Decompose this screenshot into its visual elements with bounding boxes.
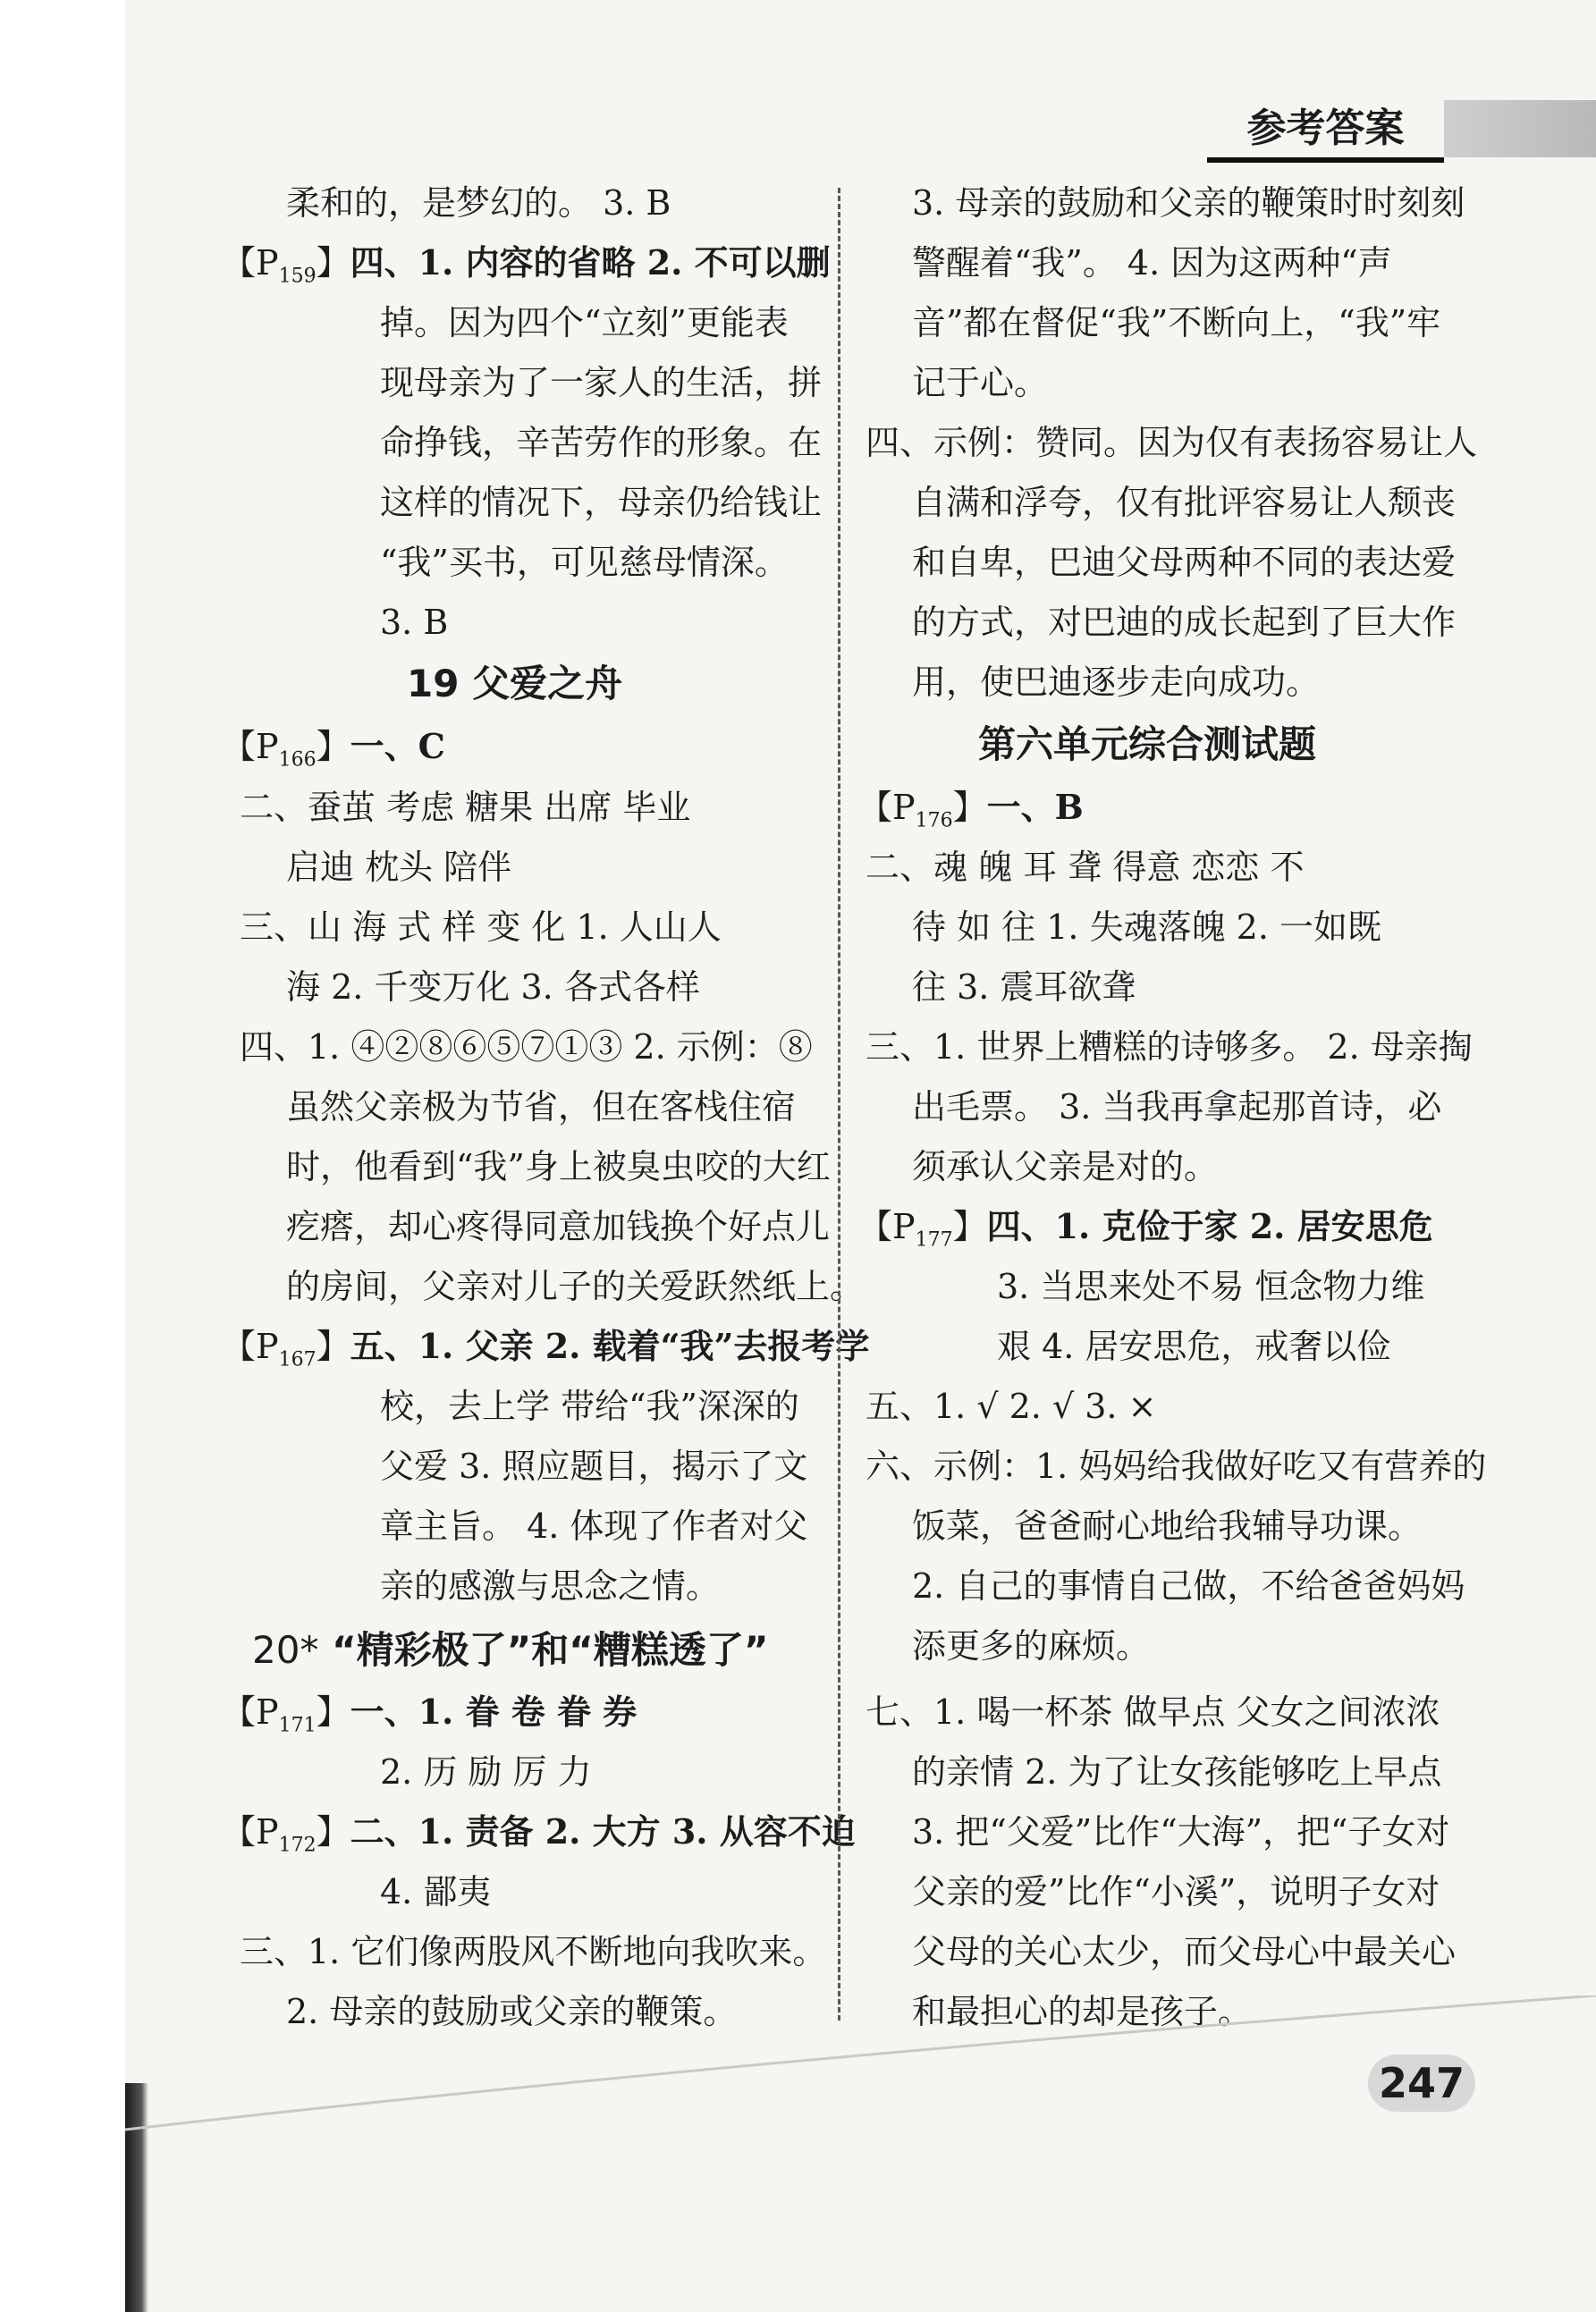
answer-line: 添更多的麻烦。 xyxy=(912,1626,1151,1666)
page-ref: 【$P_{171}$】 xyxy=(222,1692,350,1737)
answer-line: 【$P_{171}$】一、1. 眷 卷 眷 券 xyxy=(222,1692,638,1737)
header-band xyxy=(1444,100,1596,157)
answer-line: 海 2. 千变万化 3. 各式各样 xyxy=(286,967,700,1007)
answer-line: 3. 当思来处不易 恒念物力维 xyxy=(997,1267,1425,1306)
answer-line: 五、1. √ 2. √ 3. × xyxy=(866,1387,1157,1426)
answer-line: 饭菜，爸爸耐心地给我辅导功课。 xyxy=(912,1506,1423,1546)
column-divider xyxy=(838,188,840,2021)
answer-line: 四、示例：赞同。因为仅有表扬容易让人 xyxy=(866,423,1478,462)
answer-line: 【$P_{172}$】二、1. 责备 2. 大方 3. 从容不迫 xyxy=(222,1811,856,1857)
answer-line: 须承认父亲是对的。 xyxy=(912,1147,1219,1186)
lesson-heading: 19 父爱之舟 xyxy=(407,662,623,705)
page-ref: 【$P_{176}$】 xyxy=(858,788,987,832)
lesson-number: 20* xyxy=(252,1628,319,1672)
page-header-title: 参考答案 xyxy=(1207,100,1444,163)
answer-line: 父母的关心太少，而父母心中最关心 xyxy=(912,1932,1457,1971)
lesson-title: “精彩极了”和“糟糕透了” xyxy=(332,1628,769,1672)
answer-line: 警醒着“我”。 4. 因为这两种“声 xyxy=(912,243,1392,283)
answer-line: 音”都在督促“我”不断向上，“我”牢 xyxy=(912,303,1441,342)
answer-line: 现母亲为了一家人的生活，拼 xyxy=(380,363,823,402)
answer-line: 4. 鄙夷 xyxy=(380,1872,492,1911)
answer-line: 记于心。 xyxy=(912,363,1049,402)
answer-line: 启迪 枕头 陪伴 xyxy=(286,848,512,887)
answer-line: 待 如 往 1. 失魂落魄 2. 一如既 xyxy=(912,907,1381,947)
answer-line: 时，他看到“我”身上被臭虫咬的大红 xyxy=(286,1147,831,1186)
answer-line: 自满和浮夸，仅有批评容易让人颓丧 xyxy=(912,483,1457,522)
answer-line: 3. B xyxy=(380,603,449,642)
answer-line: 的亲情 2. 为了让女孩能够吃上早点 xyxy=(912,1752,1442,1792)
answer-line: 2. 自己的事情自己做，不给爸爸妈妈 xyxy=(912,1566,1465,1606)
answer-line: 校，去上学 带给“我”深深的 xyxy=(380,1387,799,1426)
answer-line: 【$P_{159}$】四、1. 内容的省略 2. 不可以删 xyxy=(222,242,831,288)
answer-line: 六、示例：1. 妈妈给我做好吃又有营养的 xyxy=(866,1447,1487,1486)
answer-line: 柔和的，是梦幻的。 3. B xyxy=(286,183,671,223)
answer-line: 父亲的爱”比作“小溪”，说明子女对 xyxy=(912,1872,1440,1911)
unit-test-heading: 第六单元综合测试题 xyxy=(978,722,1317,766)
page-ref: 【$P_{172}$】 xyxy=(222,1812,350,1857)
answer-line: 三、1. 世界上糟糕的诗够多。 2. 母亲掏 xyxy=(866,1027,1473,1067)
page-ref: 【$P_{177}$】 xyxy=(858,1207,987,1252)
answer-line: 亲的感激与思念之情。 xyxy=(380,1566,721,1606)
answer-line: 和最担心的却是孩子。 xyxy=(912,1992,1253,2031)
answer-line: 这样的情况下，母亲仍给钱让 xyxy=(380,483,823,522)
answer-line: 的方式，对巴迪的成长起到了巨大作 xyxy=(912,603,1457,642)
answer-line: 的房间，父亲对儿子的关爱跃然纸上。 xyxy=(286,1267,865,1306)
answer-line: 【$P_{166}$】一、C xyxy=(222,726,445,772)
answer-line: “我”买书，可见慈母情深。 xyxy=(380,543,789,582)
answer-line: 章主旨。 4. 体现了作者对父 xyxy=(380,1506,808,1546)
answer-line: 往 3. 震耳欲聋 xyxy=(912,967,1136,1007)
answer-line: 用，使巴迪逐步走向成功。 xyxy=(912,662,1321,702)
answer-line: 虽然父亲极为节省，但在客栈住宿 xyxy=(286,1087,797,1126)
answer-line: 七、1. 喝一杯茶 做早点 父女之间浓浓 xyxy=(866,1692,1440,1732)
answer-line: 疙瘩，却心疼得同意加钱换个好点儿 xyxy=(286,1207,831,1246)
answer-line: 二、魂 魄 耳 聋 得意 恋恋 不 xyxy=(866,848,1305,887)
page-ref: 【$P_{167}$】 xyxy=(222,1327,350,1371)
answer-line: 【$P_{176}$】一、B xyxy=(858,787,1084,832)
answer-line: 艰 4. 居安思危，戒奢以俭 xyxy=(997,1327,1391,1366)
answer-line: 三、1. 它们像两股风不断地向我吹来。 xyxy=(240,1932,827,1971)
answer-line: 出毛票。 3. 当我再拿起那首诗，必 xyxy=(912,1087,1442,1126)
answer-line: 四、1. ④②⑧⑥⑤⑦①③ 2. 示例：⑧ xyxy=(240,1027,813,1067)
answer-line: 父爱 3. 照应题目，揭示了文 xyxy=(380,1447,808,1486)
answer-line: 3. 母亲的鼓励和父亲的鞭策时时刻刻 xyxy=(912,183,1465,223)
answer-line: 【$P_{177}$】四、1. 克俭于家 2. 居安思危 xyxy=(858,1206,1433,1252)
answer-line: 2. 历 励 厉 力 xyxy=(380,1752,592,1792)
answer-line: 和自卑，巴迪父母两种不同的表达爱 xyxy=(912,543,1457,582)
lesson-heading xyxy=(252,1625,769,1675)
page-number: 247 xyxy=(1368,2055,1475,2112)
answer-line: 【$P_{167}$】五、1. 父亲 2. 载着“我”去报考学 xyxy=(222,1326,870,1371)
answer-line: 二、蚕茧 考虑 糖果 出席 毕业 xyxy=(240,788,691,827)
answer-line: 2. 母亲的鼓励或父亲的鞭策。 xyxy=(286,1992,738,2031)
answer-line: 三、山 海 式 样 变 化 1. 人山人 xyxy=(240,907,722,947)
answer-line: 掉。因为四个“立刻”更能表 xyxy=(380,303,789,342)
answer-line: 命挣钱，辛苦劳作的形象。在 xyxy=(380,423,823,462)
page-ref: 【$P_{159}$】 xyxy=(222,243,350,288)
answer-line: 3. 把“父爱”比作“大海”，把“子女对 xyxy=(912,1812,1450,1852)
page-ref: 【$P_{166}$】 xyxy=(222,727,350,772)
